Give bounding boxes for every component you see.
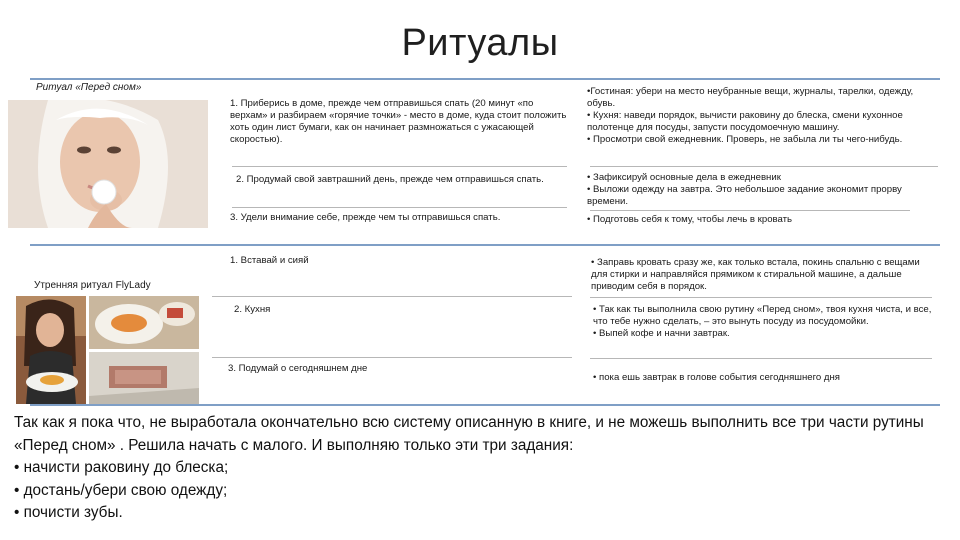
detail-item: • Зафиксируй основные дела в ежедневник <box>587 172 781 183</box>
tablecloth-photo <box>89 352 199 404</box>
morning-step-3: 3. Подумай о сегодняшнем дне <box>228 363 368 374</box>
slide-title: Ритуалы <box>401 22 559 64</box>
summary-bullet: • почисти зубы. <box>14 504 123 521</box>
morning-step-1: 1. Вставай и сияй <box>230 255 309 266</box>
woman-cleansing-face-photo <box>8 100 208 228</box>
row-separator <box>590 210 910 211</box>
summary-paragraph: Так как я пока что, не выработала окончательно всю систему описанную в книге, и не можешь выполнить все три части рутины «Перед сном» . Решила начать с малого. И выполняю только эти три задания: <box>14 414 924 454</box>
row-separator <box>232 207 567 208</box>
bottom-rule <box>30 404 940 406</box>
evening-step-1-details <box>587 86 932 146</box>
detail-item: • Просмотри свой ежедневник. Проверь, не забыла ли ты чего-нибудь. <box>587 134 903 145</box>
morning-step-1-details <box>591 257 933 293</box>
evening-ritual-label: Ритуал «Перед сном» <box>36 82 142 93</box>
summary-bullet: • начисти раковину до блеска; <box>14 459 229 476</box>
summary-text <box>14 412 944 525</box>
top-rule <box>30 78 940 80</box>
breakfast-plate-photo <box>89 296 199 349</box>
evening-step-1: 1. Приберись в доме, прежде чем отправишься спать (20 минут «по верхам» и разбираем «горячие точки» - место в доме, куда стоит положить хоть один лист бумаги, как он начинает размножаться с ужасающей скоростью). <box>230 98 567 145</box>
middle-rule <box>30 244 940 246</box>
detail-item: • Кухня: наведи порядок, вычисти раковину до блеска, смени кухонное полотенце для посуды, запусти посудомоечную машину. <box>587 110 903 133</box>
evening-step-3-details <box>587 214 932 226</box>
woman-eating-breakfast-photo <box>16 296 86 404</box>
row-separator <box>590 166 938 167</box>
detail-item: • пока ешь завтрак в голове события сегодняшнего дня <box>593 372 841 383</box>
row-separator <box>590 358 932 359</box>
morning-step-2: 2. Кухня <box>234 304 271 315</box>
row-separator <box>212 357 572 358</box>
detail-item: •Гостиная: убери на место неубранные вещи, журналы, тарелки, одежду, обувь. <box>587 86 914 109</box>
detail-item: • Выложи одежду на завтра. Это небольшое задание экономит прорву времени. <box>587 184 902 207</box>
evening-step-3: 3. Удели внимание себе, прежде чем ты отправишься спать. <box>230 212 501 223</box>
row-separator <box>232 166 567 167</box>
evening-step-2: 2. Продумай свой завтрашний день, прежде чем отправишься спать. <box>236 174 544 185</box>
morning-step-2-details <box>593 304 933 340</box>
detail-item: • Подготовь себя к тому, чтобы лечь в кровать <box>587 214 793 225</box>
detail-item: • Выпей кофе и начни завтрак. <box>593 328 730 339</box>
detail-item: • Заправь кровать сразу же, как только встала, покинь спальню с вещами для стирки и направляйся прямиком к стиральной машине, а дальше приводим себя в порядок. <box>591 257 920 292</box>
summary-bullet: • достань/убери свою одежду; <box>14 481 228 499</box>
evening-step-2-details <box>587 172 932 208</box>
morning-ritual-label: Утренняя ритуал FlyLady <box>34 280 151 291</box>
morning-step-3-details <box>593 372 938 384</box>
row-separator <box>212 296 572 297</box>
row-separator <box>590 297 932 298</box>
detail-item: • Так как ты выполнила свою рутину «Перед сном», твоя кухня чиста, и все, что тебе нужно сделать, – это вынуть посуду из посудомойки. <box>593 304 932 327</box>
